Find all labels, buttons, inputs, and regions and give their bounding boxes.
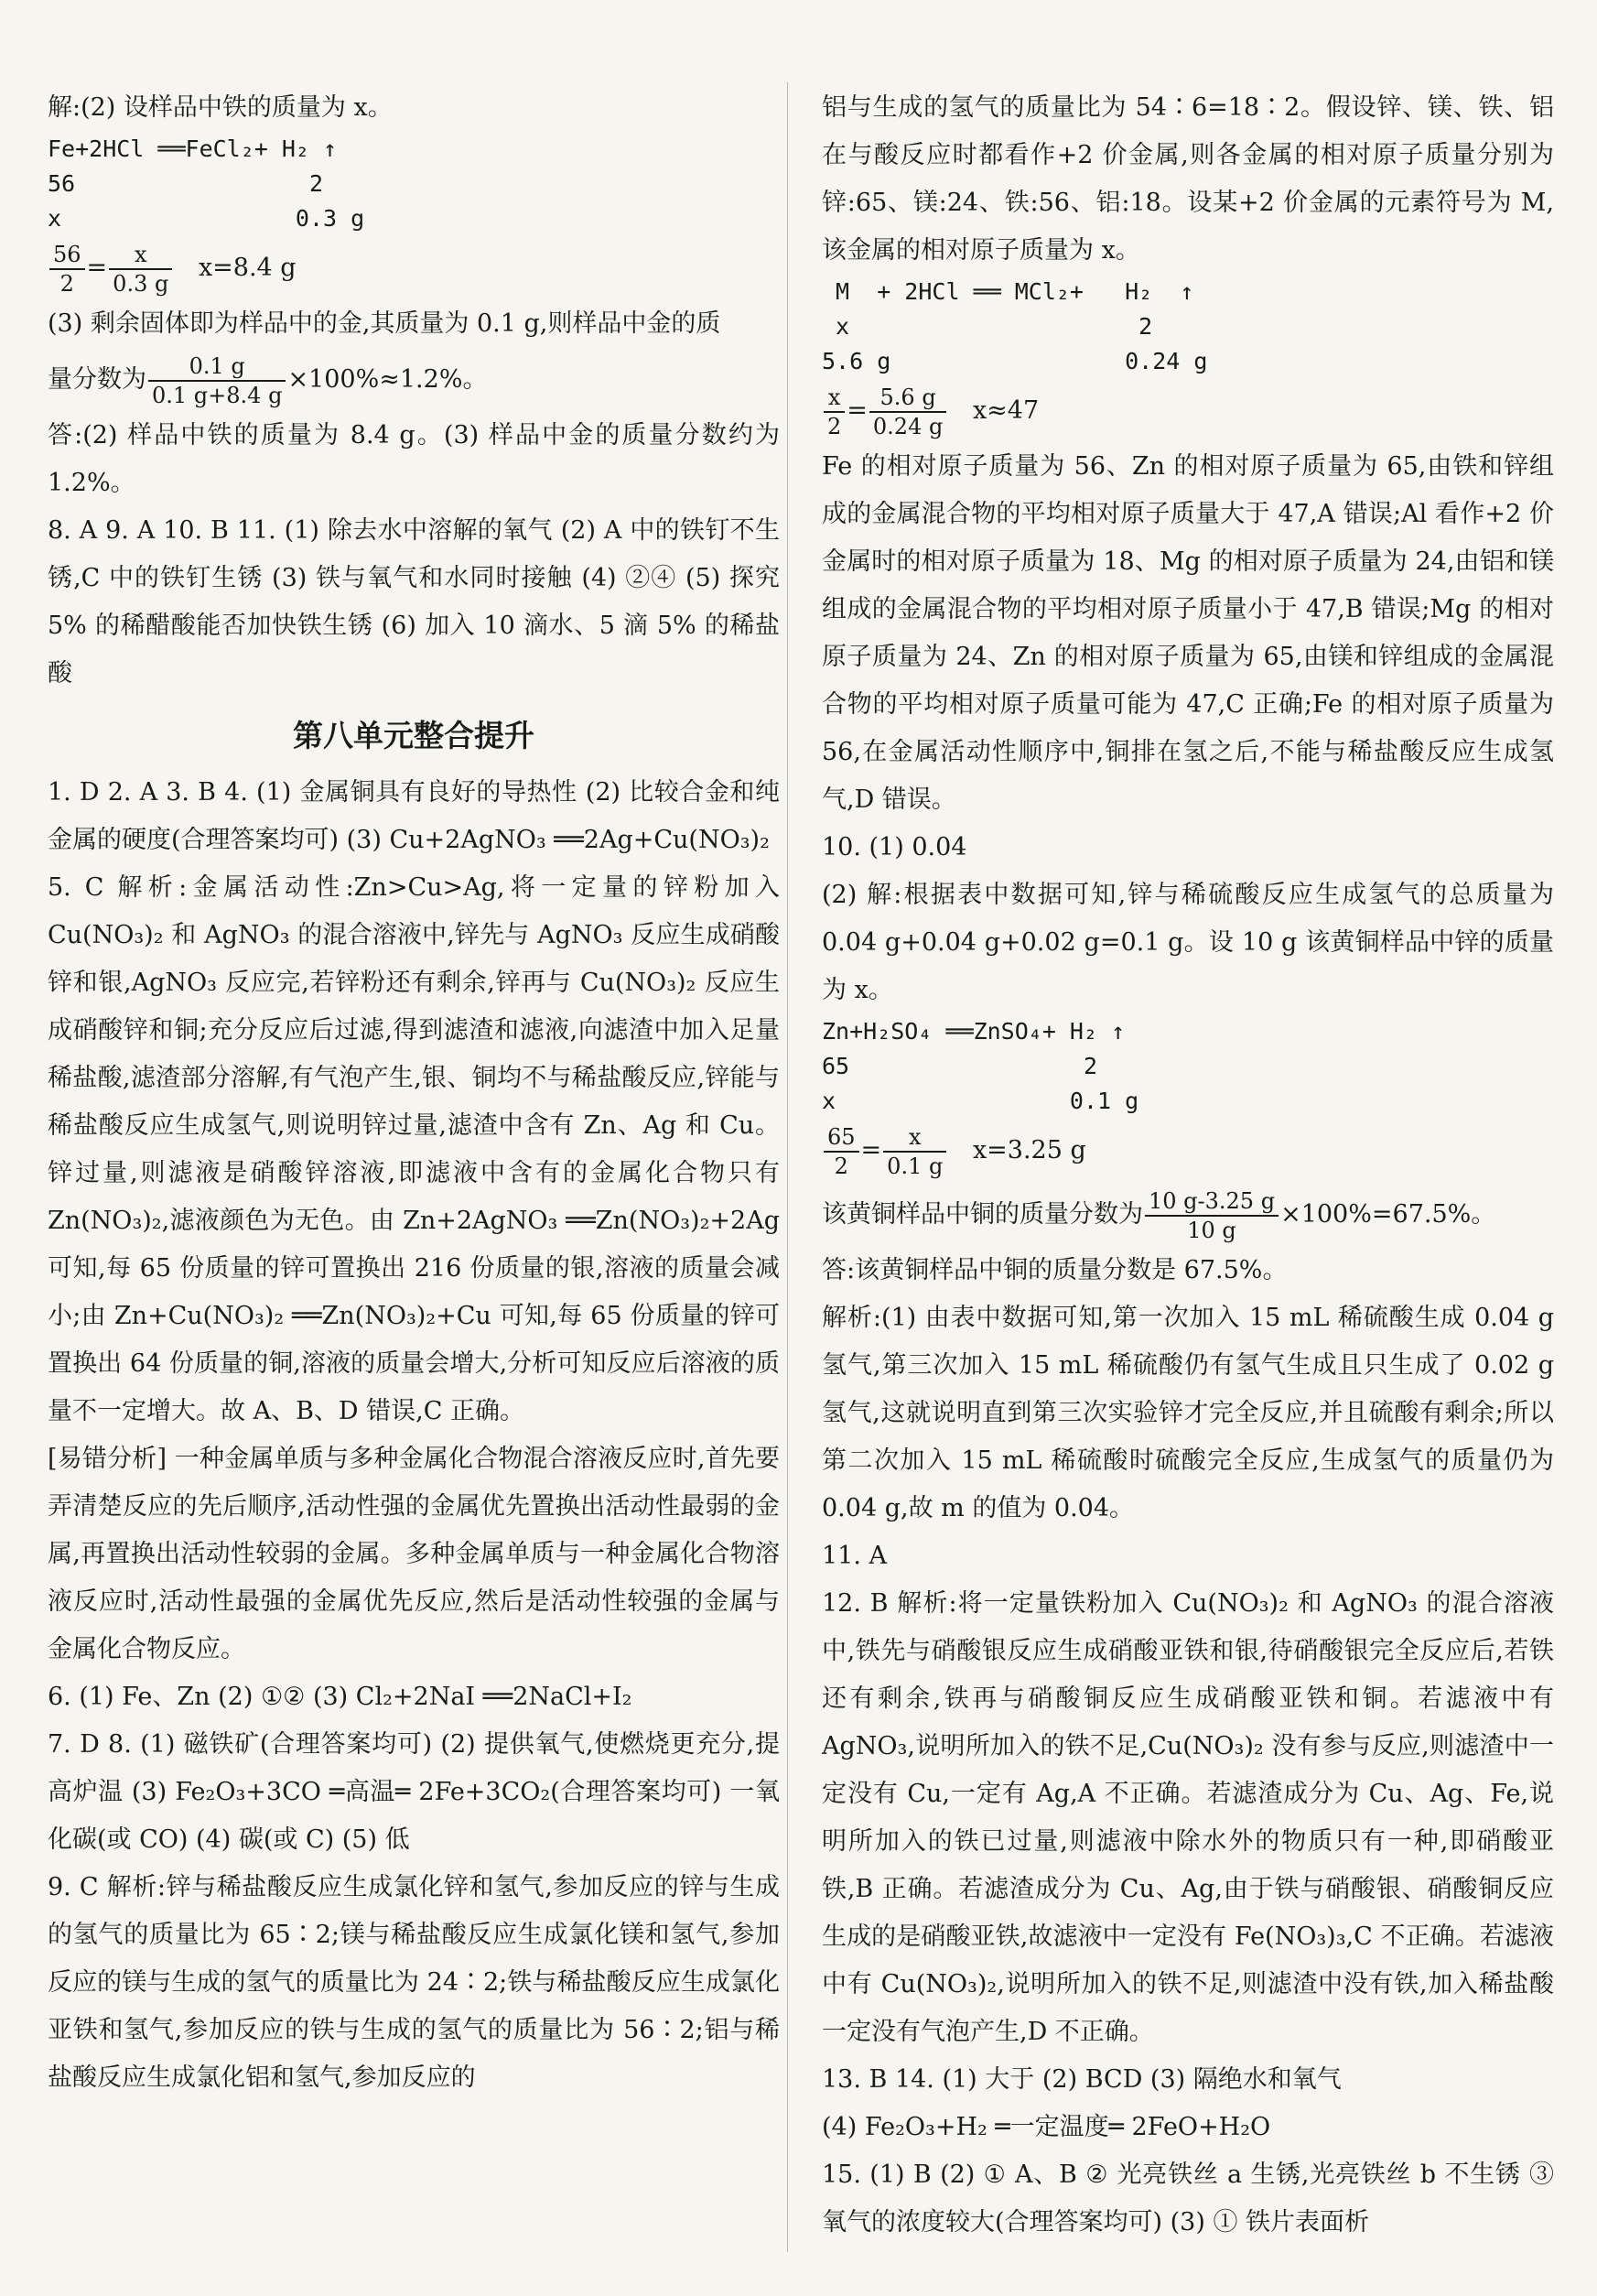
equation-metal: M + 2HCl ══ MCl₂+ H₂ ↑ x 2 5.6 g 0.24 g xyxy=(822,278,1208,374)
equation-iron: Fe+2HCl ══FeCl₂+ H₂ ↑ 56 2 x 0.3 g xyxy=(48,135,365,232)
right-column xyxy=(822,84,1554,2247)
answers-7-8: 7. D 8. (1) 磁铁矿(合理答案均可) (2) 提供氧气,使燃烧更充分,提高炉温 (3) Fe₂O₃+3CO ═高温═ 2Fe+3CO₂(合理答案均可) 一氧化碳(或 CO) (4) 碳(或 C) (5) 低 xyxy=(48,1730,780,1854)
answer-15: 15. (1) B (2) ① A、B ② 光亮铁丝 a 生锈,光亮铁丝 b 不生锈 ③ 氧气的浓度较大(合理答案均可) (3) ① 铁片表面析 xyxy=(822,2161,1554,2236)
gold-fraction-line: 量分数为 $\frac{0.1 g}{0.1 g+8.4 g}$ ×100%≈1.2%。 xyxy=(48,352,488,408)
fraction: $\frac{x}{2}$ xyxy=(824,384,845,440)
answer-10-analysis: 解析:(1) 由表中数据可知,第一次加入 15 mL 稀硫酸生成 0.04 g 氢气,第三次加入 15 mL 稀硫酸仍有氢气生成且只生成了 0.02 g 氢气,这就说明直到第三次实验锌才完全反应,并且硫酸有剩余;所以第二次加入 15 mL 稀硫酸时硫酸完全反应,生成氢气的质量仍为 0.04 g,故 m 的值为 0.04。 xyxy=(822,1304,1554,1522)
fraction: $\frac{5.6 g}{0.24 g}$ xyxy=(869,384,946,440)
error-analysis: [易错分析] 一种金属单质与多种金属化合物混合溶液反应时,首先要弄清楚反应的先后顺序,活动性强的金属优先置换出活动性最弱的金属,再置换出活动性较弱的金属。多种金属单质与一种金属化合物溶液反应时,活动性最强的金属优先反应,然后是活动性较强的金属与金属化合物反应。 xyxy=(48,1445,780,1663)
answer-5: 5. C 解析:金属活动性:Zn>Cu>Ag,将一定量的锌粉加入 Cu(NO₃)₂ 和 AgNO₃ 的混合溶液中,锌先与 AgNO₃ 反应生成硝酸锌和银,AgNO₃ 反应完,若锌粉还有剩余,锌再与 Cu(NO₃)₂ 反应生成硝酸锌和铜;充分反应后过滤,得到滤渣和滤液,向滤渣中加入足量稀盐酸,滤渣部分溶解,有气泡产生,银、铜均不与稀盐酸反应,锌能与稀盐酸反应生成氢气,则说明锌过量,滤渣中含有 Zn、Ag 和 Cu。锌过量,则滤液是硝酸锌溶液,即滤液中含有的金属化合物只有 Zn(NO₃)₂,滤液颜色为无色。由 Zn+2AgNO₃ ══Zn(NO₃)₂+2Ag 可知,每 65 份质量的锌可置换出 216 份质量的银,溶液的质量会减小;由 Zn+Cu(NO₃)₂ ══Zn(NO₃)₂+Cu 可知,每 65 份质量的锌可置换出 64 份质量的铜,溶液的质量会增大,分析可知反应后溶液的质量不一定增大。故 A、B、D 错误,C 正确。 xyxy=(48,873,780,1425)
answer-6: 6. (1) Fe、Zn (2) ①② (3) Cl₂+2NaI ══2NaCl+I₂ xyxy=(48,1683,632,1711)
fraction: $\frac{x}{0.3 g}$ xyxy=(109,241,172,298)
answer-11: 11. A xyxy=(822,1542,888,1570)
fraction: $\frac{65}{2}$ xyxy=(824,1123,859,1180)
copper-fraction-line: 该黄铜样品中铜的质量分数为 $\frac{10 g-3.25 g}{10 g}$ ×100%=67.5%。 xyxy=(822,1187,1496,1243)
answer-10-1: 10. (1) 0.04 xyxy=(822,833,967,861)
fraction: $\frac{10 g-3.25 g}{10 g}$ xyxy=(1145,1187,1279,1244)
answer-14-4: (4) Fe₂O₃+H₂ ═一定温度═ 2FeO+H₂O xyxy=(822,2113,1271,2141)
ratio-iron: $\frac{56}{2}$ = $\frac{x}{0.3 g}$ x=8.4 g xyxy=(48,236,780,300)
fraction: $\frac{x}{0.1 g}$ xyxy=(883,1123,946,1180)
ratio-metal: $\frac{x}{2}$ = $\frac{5.6 g}{0.24 g}$ x≈47 xyxy=(822,379,1554,443)
fraction: $\frac{0.1 g}{0.1 g+8.4 g}$ xyxy=(148,352,286,409)
result: x=3.25 g xyxy=(972,1136,1086,1164)
section-title: 第八单元整合提升 xyxy=(293,718,534,753)
answers-13-14: 13. B 14. (1) 大于 (2) BCD (3) 隔绝水和氧气 xyxy=(822,2065,1342,2094)
answer-9: 9. C 解析:锌与稀盐酸反应生成氯化锌和氢气,参加反应的锌与生成的氢气的质量比为 65∶2;镁与稀盐酸反应生成氯化镁和氢气,参加反应的镁与生成的氢气的质量比为 24∶2;铁与稀盐酸反应生成氯化亚铁和氢气,参加反应的铁与生成的氢气的质量比为 56∶2;铝与稀盐酸反应生成氯化铝和氢气,参加反应的 xyxy=(48,1873,780,2092)
answer-text: 答:(2) 样品中铁的质量为 8.4 g。(3) 样品中金的质量分数约为 1.2%。 xyxy=(48,421,780,497)
result: x=8.4 g xyxy=(198,254,297,282)
column-divider xyxy=(787,82,788,2252)
answer-10-final: 答:该黄铜样品中铜的质量分数是 67.5%。 xyxy=(822,1256,1288,1284)
left-column xyxy=(48,84,780,2102)
equation-zinc: Zn+H₂SO₄ ══ZnSO₄+ H₂ ↑ 65 2 x 0.1 g xyxy=(822,1018,1139,1114)
solution-intro: 解:(2) 设样品中铁的质量为 x。 xyxy=(48,93,393,122)
answers-1-4: 1. D 2. A 3. B 4. (1) 金属铜具有良好的导热性 (2) 比较合金和纯金属的硬度(合理答案均可) (3) Cu+2AgNO₃ ══2Ag+Cu(NO₃)₂ xyxy=(48,778,780,854)
answer-9-analysis: Fe 的相对原子质量为 56、Zn 的相对原子质量为 65,由铁和锌组成的金属混合物的平均相对原子质量大于 47,A 错误;Al 看作+2 价金属时的相对原子质量为 18、Mg 的相对原子质量为 24,由铝和镁组成的金属混合物的平均相对原子质量小于 47,B 错误;Mg 的相对原子质量为 24、Zn 的相对原子质量为 65,由镁和锌组成的金属混合物的平均相对原子质量可能为 47,C 正确;Fe 的相对原子质量为 56,在金属活动性顺序中,铜排在氢之后,不能与稀盐酸反应生成氢气,D 错误。 xyxy=(822,452,1554,814)
answer-10-2: (2) 解:根据表中数据可知,锌与稀硫酸反应生成氢气的总质量为 0.04 g+0.04 g+0.02 g=0.1 g。设 10 g 该黄铜样品中锌的质量为 x。 xyxy=(822,881,1554,1004)
gold-text: (3) 剩余固体即为样品中的金,其质量为 0.1 g,则样品中金的质 xyxy=(48,309,721,338)
answers-8-11: 8. A 9. A 10. B 11. (1) 除去水中溶解的氧气 (2) A 中的铁钉不生锈,C 中的铁钉生锈 (3) 铁与氧气和水同时接触 (4) ②④ (5) 探究 5% 的稀醋酸能否加快铁生锈 (6) 加入 10 滴水、5 滴 5% 的稀盐酸 xyxy=(48,516,780,688)
ratio-zinc: $\frac{65}{2}$ = $\frac{x}{0.1 g}$ x=3.25 g xyxy=(822,1119,1554,1183)
answer-12: 12. B 解析:将一定量铁粉加入 Cu(NO₃)₂ 和 AgNO₃ 的混合溶液中,铁先与硝酸银反应生成硝酸亚铁和银,待硝酸银完全反应后,若铁还有剩余,铁再与硝酸铜反应生成硝酸亚铁和铜。若滤液中有 AgNO₃,说明所加入的铁不足,Cu(NO₃)₂ 没有参与反应,则滤渣中一定没有 Cu,一定有 Ag,A 不正确。若滤渣成分为 Cu、Ag、Fe,说明所加入的铁已过量,则滤液中除水外的物质只有一种,即硝酸亚铁,B 正确。若滤渣成分为 Cu、Ag,由于铁与硝酸银、硝酸铜反应生成的是硝酸亚铁,故滤液中一定没有 Fe(NO₃)₃,C 不正确。若滤液中有 Cu(NO₃)₂,说明所加入的铁不足,则滤渣中没有铁,加入稀盐酸一定没有气泡产生,D 不正确。 xyxy=(822,1589,1554,2046)
result: x≈47 xyxy=(972,396,1040,425)
fraction: $\frac{56}{2}$ xyxy=(49,241,85,298)
answer-9-cont: 铝与生成的氢气的质量比为 54∶6=18∶2。假设锌、镁、铁、铝在与酸反应时都看作+2 价金属,则各金属的相对原子质量分别为锌:65、镁:24、铁:56、铝:18。设某+2 价金属的元素符号为 M,该金属的相对原子质量为 x。 xyxy=(822,93,1554,265)
